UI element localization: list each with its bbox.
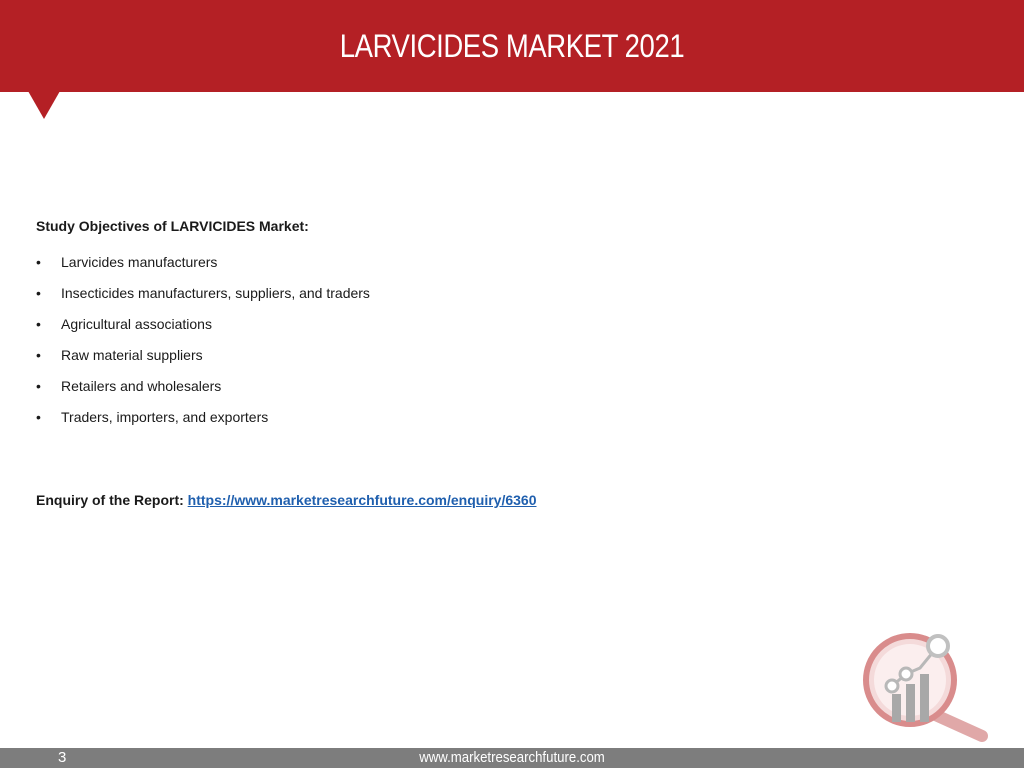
footer-bar [0, 748, 1024, 768]
page-number: 3 [58, 749, 67, 766]
footer-website: www.marketresearchfuture.com [419, 749, 605, 766]
bullet-icon: • [36, 254, 41, 270]
bullet-icon: • [36, 347, 41, 363]
list-item-text: Retailers and wholesalers [61, 378, 222, 394]
objectives-heading: Study Objectives of LARVICIDES Market: [36, 218, 309, 234]
list-item-text: Larvicides manufacturers [61, 254, 218, 270]
list-item-text: Traders, importers, and exporters [61, 409, 269, 425]
enquiry-link[interactable]: https://www.marketresearchfuture.com/enquiry/6360 [187, 492, 537, 508]
bullet-icon: • [36, 378, 41, 394]
list-item [36, 345, 936, 376]
header-banner [0, 0, 1024, 92]
list-item [36, 376, 936, 407]
objectives-section [36, 216, 936, 438]
objectives-list [36, 252, 936, 438]
magnifier-chart-logo-icon [862, 628, 992, 744]
list-item-text: Insecticides manufacturers, suppliers, and traders [61, 285, 370, 301]
page-title: LARVICIDES MARKET 2021 [339, 28, 685, 64]
list-item-text: Raw material suppliers [61, 347, 203, 363]
list-item [36, 314, 936, 345]
enquiry-label: Enquiry of the Report: [36, 492, 184, 508]
header-notch [28, 91, 60, 119]
list-item-text: Agricultural associations [61, 316, 212, 332]
bullet-icon: • [36, 409, 41, 425]
list-item [36, 407, 936, 438]
list-item [36, 283, 936, 314]
enquiry-line [36, 490, 537, 510]
bullet-icon: • [36, 316, 41, 332]
list-item [36, 252, 936, 283]
bullet-icon: • [36, 285, 41, 301]
